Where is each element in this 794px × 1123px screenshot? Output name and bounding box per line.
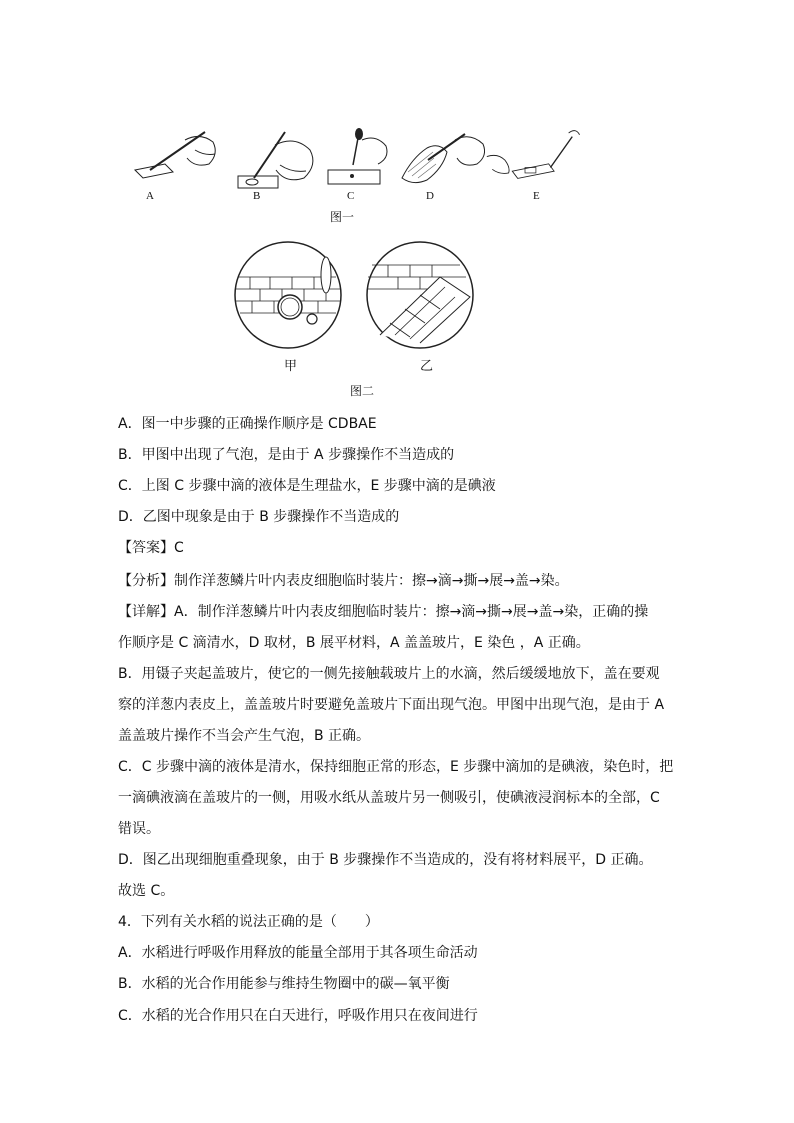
question-4: 4．下列有关水稻的说法正确的是（ ）	[118, 914, 379, 930]
answer: 【答案】C	[118, 540, 184, 556]
detail-line-3: B．用镊子夹起盖玻片，使它的一侧先接触载玻片上的水滴，然后缓缓地放下，盖在要观	[118, 666, 660, 682]
figure-2-label-yi: 乙	[420, 359, 434, 374]
detail-line-5: 盖盖玻片操作不当会产生气泡，B 正确。	[118, 728, 371, 744]
detail-line-9: D．图乙出现细胞重叠现象，由于 B 步骤操作不当造成的，没有将材料展平，D 正确。	[118, 852, 653, 868]
conclusion: 故选 C。	[118, 883, 175, 899]
figure-2-label-jia: 甲	[284, 359, 298, 374]
step-a-illustration	[125, 120, 225, 205]
field-jia-diagram	[235, 242, 341, 348]
figure-2	[230, 235, 480, 365]
step-b-illustration	[230, 120, 330, 205]
figure-2-caption: 图二	[350, 384, 375, 398]
analysis: 【分析】制作洋葱鳞片叶内表皮细胞临时装片：擦→滴→撕→展→盖→染。	[118, 573, 569, 589]
detail-line-4: 察的洋葱内表皮上，盖盖玻片时要避免盖玻片下面出现气泡。甲图中出现气泡，是由于 A	[118, 697, 665, 713]
field-yi-diagram	[367, 242, 473, 348]
detail-line-6: C．C 步骤中滴的液体是清水，保持细胞正常的形态，E 步骤中滴加的是碘液，染色时，把	[118, 759, 674, 775]
step-label-a: A	[146, 190, 154, 202]
step-label-d: D	[426, 190, 434, 202]
question-4-option-c: C．水稻的光合作用只在白天进行，呼吸作用只在夜间进行	[118, 1008, 478, 1024]
detail-line-7: 一滴碘液滴在盖玻片的一侧，用吸水纸从盖玻片另一侧吸引，使碘液浸润标本的全部，C	[118, 790, 660, 806]
question-4-option-b: B．水稻的光合作用能参与维持生物圈中的碳—氧平衡	[118, 976, 450, 992]
step-label-e: E	[533, 190, 540, 202]
step-label-b: B	[253, 190, 261, 202]
detail-line-2: 作顺序是 C 滴清水，D 取材，B 展平材料，A 盖盖玻片，E 染色 ，A 正确。	[118, 635, 590, 651]
option-b: B．甲图中出现了气泡，是由于 A 步骤操作不当造成的	[118, 447, 455, 463]
option-c: C．上图 C 步骤中滴的液体是生理盐水，E 步骤中滴的是碘液	[118, 478, 496, 494]
question-4-option-a: A．水稻进行呼吸作用释放的能量全部用于其各项生命活动	[118, 945, 478, 961]
detail-line-1: 【详解】A．制作洋葱鳞片叶内表皮细胞临时装片：擦→滴→撕→展→盖→染，正确的操	[118, 604, 649, 620]
step-label-c: C	[347, 190, 355, 202]
figure-1	[125, 120, 615, 225]
detail-line-8: 错误。	[118, 821, 160, 837]
option-d: D．乙图中现象是由于 B 步骤操作不当造成的	[118, 509, 400, 525]
option-a: A．图一中步骤的正确操作顺序是 CDBAE	[118, 416, 377, 432]
figure-1-caption: 图一	[330, 210, 355, 224]
